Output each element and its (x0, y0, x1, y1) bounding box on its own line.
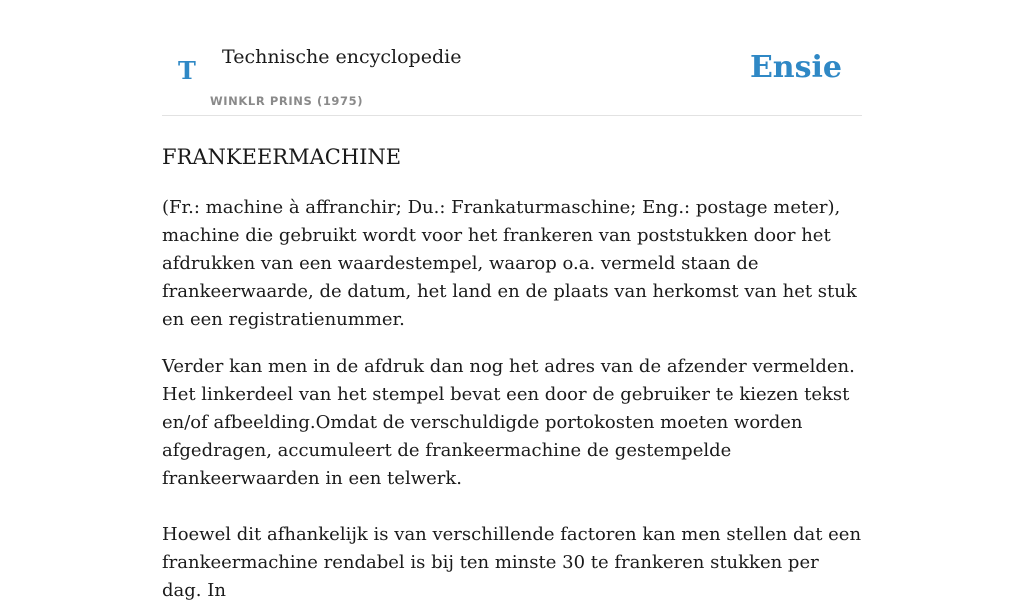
brand-logo[interactable]: Ensie (749, 50, 842, 85)
entry-paragraph: Verder kan men in de afdruk dan nog het adres van de afzender vermelden. Het linkerdeel van het stempel bevat een door de gebruiker te kiezen tekst en/of afbeelding.Omdat de verschuldigde portokosten moeten worden afgedragen, accumuleert de frankeermachine de gestempelde frankeerwaarden in een telwerk. (162, 356, 855, 489)
book-logo-icon[interactable]: T (178, 56, 196, 85)
header (162, 0, 862, 116)
entry-paragraph: (Fr.: machine à affranchir; Du.: Frankaturmaschine; Eng.: postage meter), machine die gebruikt wordt voor het frankeren van poststukken door het afdrukken van een waardestempel, waarop o.a. vermeld staan de frankeerwaarde, de datum, het land en de plaats van herkomst van het stuk en een registratienummer. (162, 197, 857, 330)
book-title[interactable]: Technische encyclopedie (222, 46, 462, 68)
entry-title: FRANKEERMACHINE (162, 145, 402, 169)
page (162, 0, 862, 601)
entry-paragraph: Hoewel dit afhankelijk is van verschillende factoren kan men stellen dat een frankeermachine rendabel is bij ten minste 30 te frankeren stukken per dag. In (162, 524, 862, 601)
book-subtitle: WINKLR PRINS (1975) (210, 94, 364, 108)
